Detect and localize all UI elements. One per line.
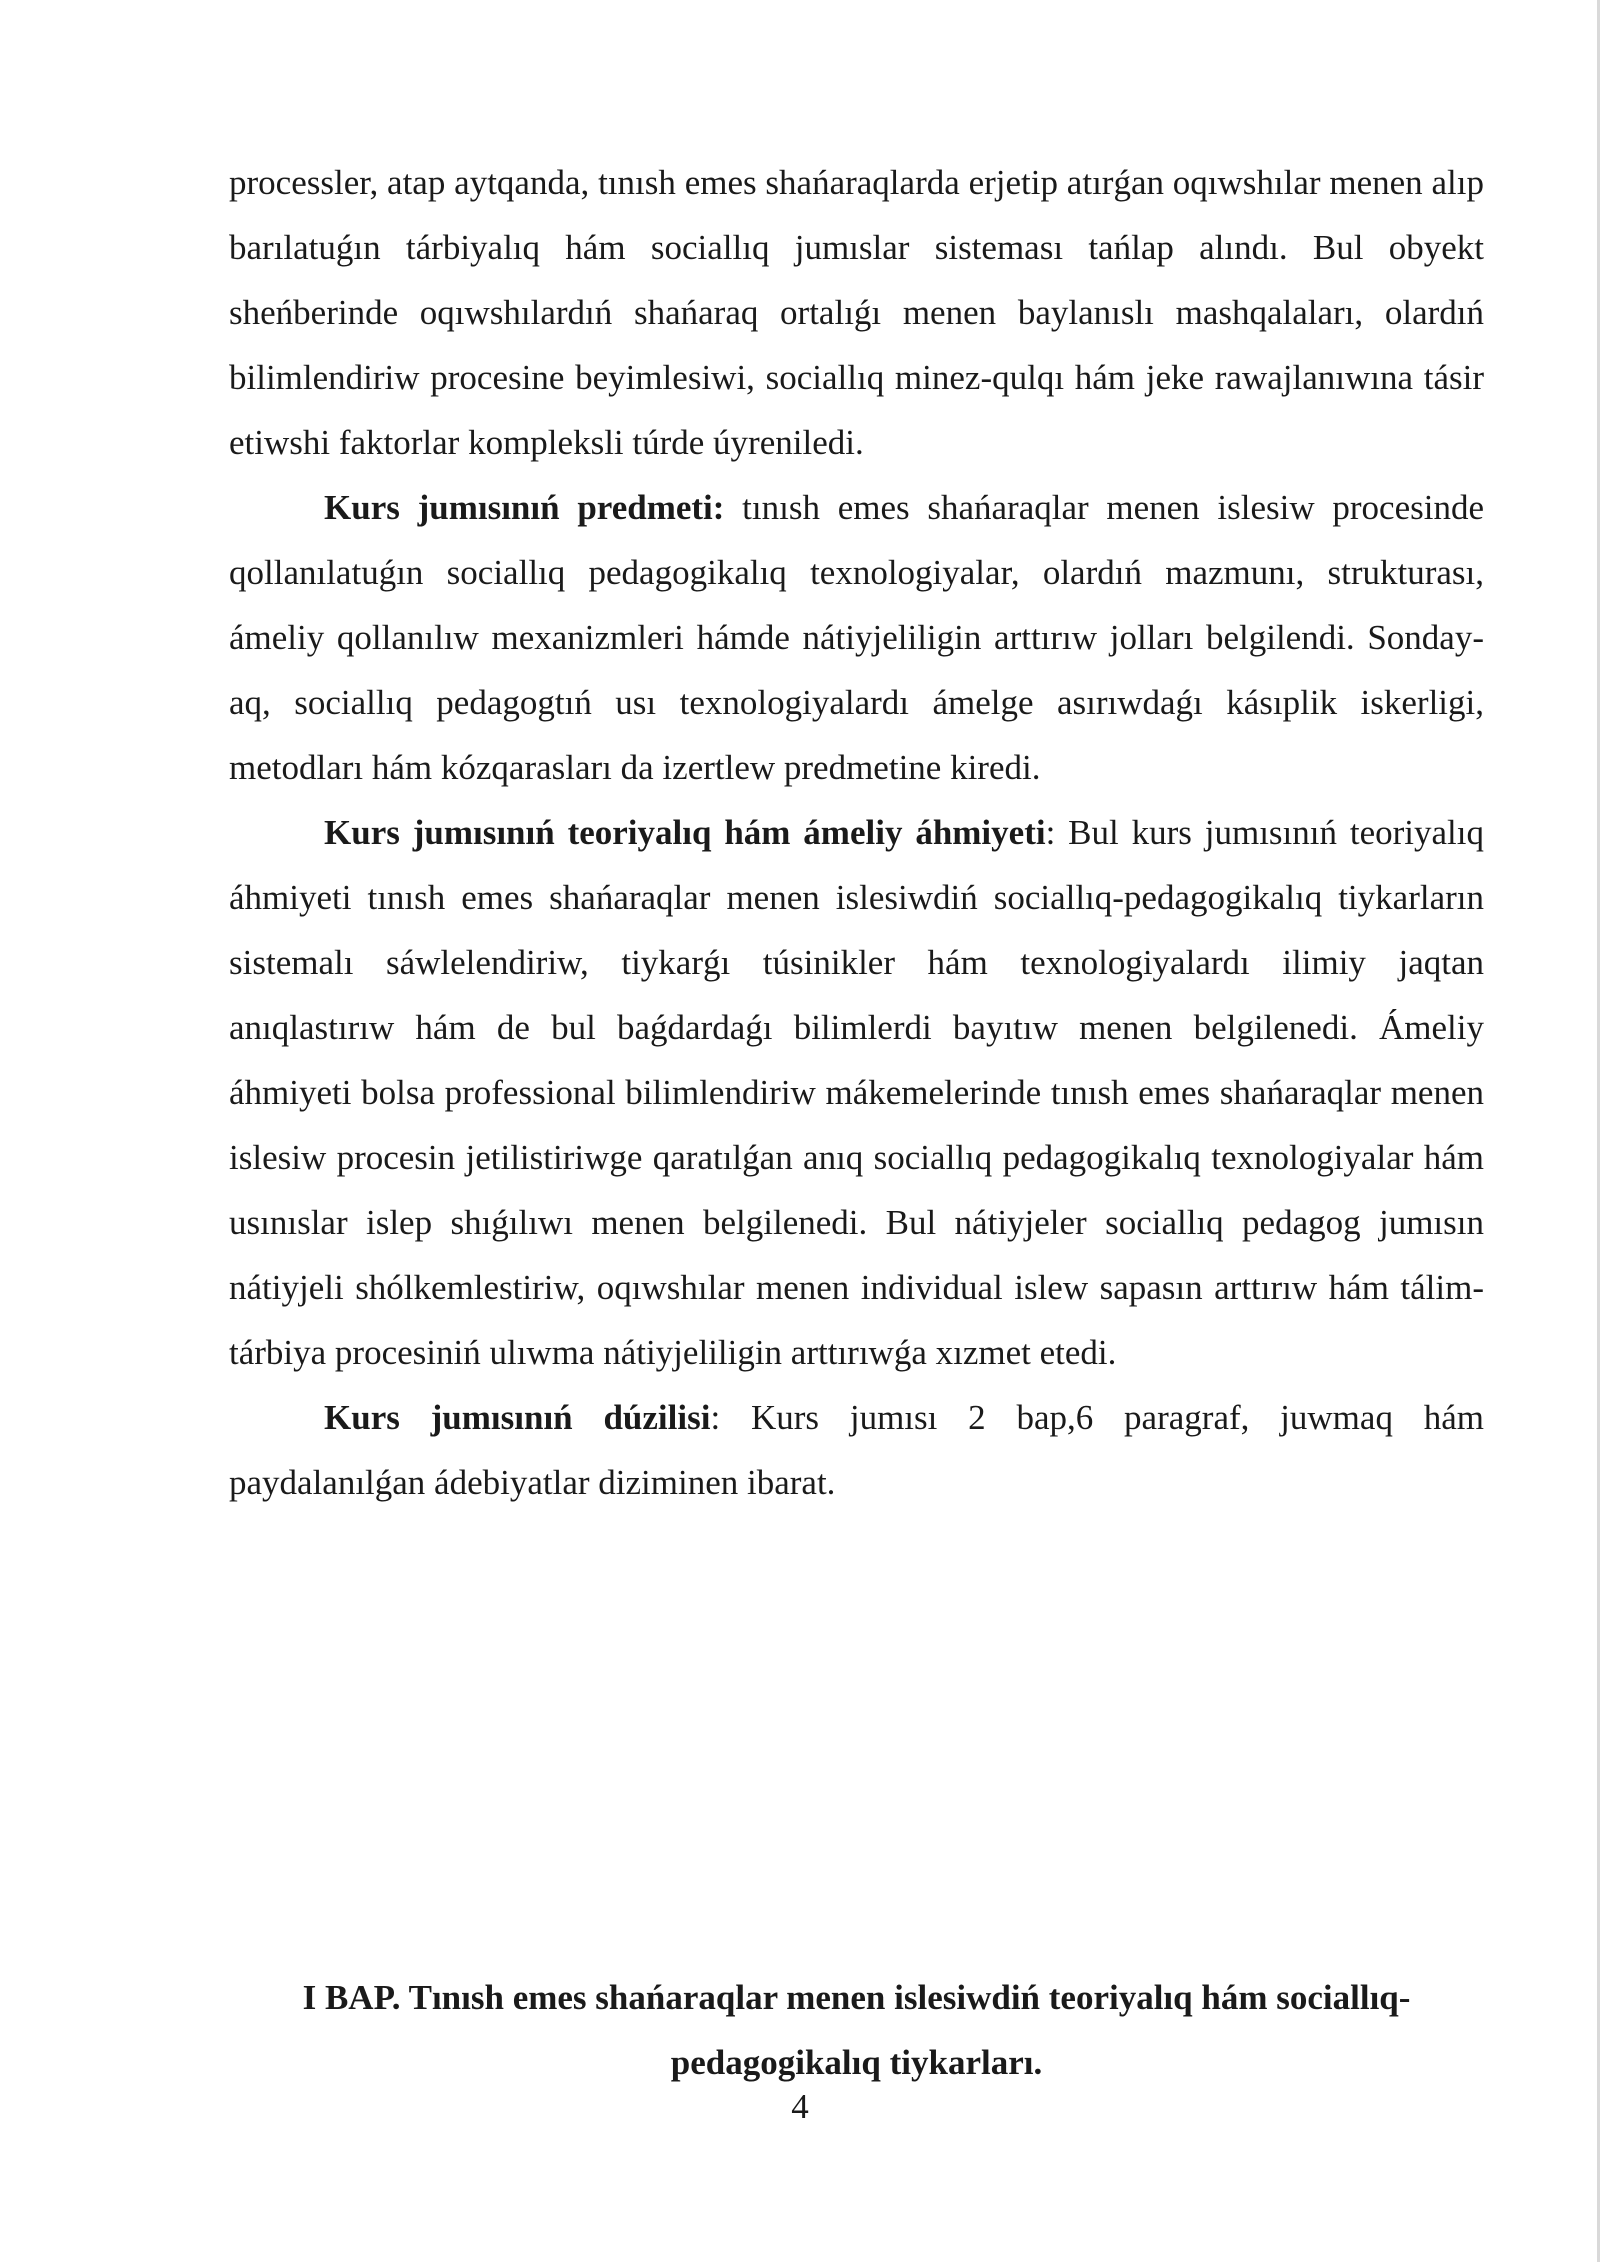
paragraph-subject: [229, 475, 1484, 800]
paragraph-text: processler, atap aytqanda, tınısh emes shańaraqlarda erjetip atırǵan oqıwshılar menen alıp barılatuǵın tárbiyalıq hám sociallıq jumıslar sisteması tańlap alındı. Bul obyekt sheńberinde oqıwshılardıń shańaraq ortalıǵı menen baylanıslı mashqalaları, olardıń bilimlendiriw procesine beyimlesiwi, sociallıq minez-qulqı hám jeke rawajlanıwına tásir etiwshi faktorlar kompleksli túrde úyreniledi.: [229, 163, 1484, 462]
paragraph-significance: [229, 800, 1484, 1385]
page-number: 4: [791, 2087, 809, 2126]
paragraph-object-description: [229, 150, 1484, 475]
paragraph-label: Kurs jumısınıń dúzilisi: [324, 1398, 711, 1437]
paragraph-text: : Bul kurs jumısınıń teoriyalıq áhmiyeti tınısh emes shańaraqlar menen islesiwdiń sociallıq-pedagogikalıq tiykarların sistemalı sáwlelendiriw, tiykarǵı túsinikler hám texnologiyalardı ilimiy jaqtan anıqlastırıw hám de bul baǵdardaǵı bilimlerdi bayıtıw menen belgilenedi. Ámeliy áhmiyeti bolsa professional bilimlendiriw mákemelerinde tınısh emes shańaraqlar menen islesiw procesin jetilistiriwge qaratılǵan anıq sociallıq pedagogikalıq texnologiyalar hám usınıslar islep shıǵılıwı menen belgilenedi. Bul nátiyjeler sociallıq pedagog jumısın nátiyjeli shólkemlestiriw, oqıwshılar menen individual islew sapasın arttırıw hám tálim-tárbiya procesiniń ulıwma nátiyjeliligin arttırıwǵa xızmet etedi.: [229, 813, 1484, 1372]
paragraph-label: Kurs jumısınıń teoriyalıq hám ámeliy áhmiyeti: [324, 813, 1046, 852]
chapter-heading: I BAP. Tınısh emes shańaraqlar menen islesiwdiń teoriyalıq hám sociallıq-pedagogikalıq tiykarları.: [302, 1978, 1411, 2082]
paragraph-structure: [229, 1385, 1484, 1515]
paragraph-text: : Kurs jumısı 2 bap,6 paragraf, juwmaq hám paydalanılǵan ádebiyatlar diziminen ibarat.: [229, 1398, 1485, 1502]
paragraph-label: Kurs jumısınıń predmeti:: [324, 488, 725, 527]
paragraph-text: tınısh emes shańaraqlar menen islesiw procesinde qollanılatuǵın sociallıq pedagogikalıq texnologiyalar, olardıń mazmunı, strukturası, ámeliy qollanılıw mexanizmleri hámde nátiyjeliligin arttırıw jolları belgilendi. Sonday-aq, sociallıq pedagogtıń usı texnologiyalardı ámelge asırıwdaǵı kásıplik iskerligi, metodları hám kózqarasları da izertlew predmetine kiredi.: [229, 488, 1484, 787]
document-body: [229, 150, 1484, 1515]
